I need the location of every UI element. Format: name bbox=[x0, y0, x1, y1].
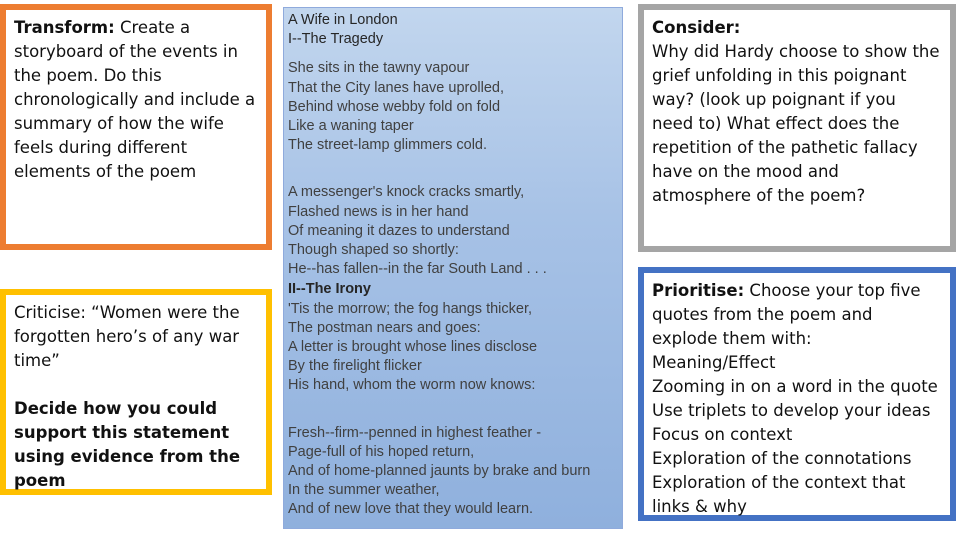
criticise-label: Criticise: bbox=[14, 303, 86, 322]
criticise-instruction: Decide how you could support this statement using evidence from the poem bbox=[14, 399, 241, 490]
consider-text: Why did Hardy choose to show the grief unfolding in this poignant way? (look up poignant if you need to) What effect does the repetition of the pathetic fallacy have on the mood and atmosphere of the poem? bbox=[652, 42, 940, 205]
poem-line: A messenger's knock cracks smartly, bbox=[288, 184, 525, 201]
stanza-2 bbox=[288, 183, 618, 279]
poem-line: His hand, whom the worm now knows: bbox=[288, 377, 536, 394]
transform-task-box bbox=[0, 4, 272, 250]
poem-part-1-heading: I--The Tragedy bbox=[288, 31, 384, 48]
poem-line: Flashed news is in her hand bbox=[288, 203, 469, 220]
stanza-4 bbox=[288, 424, 618, 520]
poem-part-2-heading: II--The Irony bbox=[288, 281, 371, 298]
consider-label: Consider: bbox=[652, 18, 741, 37]
prioritise-item: Meaning/Effect bbox=[652, 353, 776, 372]
poem-line: And of new love that they would learn. bbox=[288, 501, 534, 518]
prioritise-item: Focus on context bbox=[652, 425, 793, 444]
poem-line: By the firelight flicker bbox=[288, 358, 422, 375]
poem-line: Behind whose webby fold on fold bbox=[288, 98, 501, 115]
prioritise-item: Exploration of the connotations bbox=[652, 449, 912, 468]
criticise-quote: “Women were the forgotten hero’s of any war time” bbox=[14, 303, 240, 370]
poem-line: The street-lamp glimmers cold. bbox=[288, 137, 488, 154]
prioritise-item: Use triplets to develop your ideas bbox=[652, 401, 931, 420]
poem-line: Page-full of his hoped return, bbox=[288, 443, 475, 460]
prioritise-item: Exploration of the context that links & why bbox=[652, 473, 906, 516]
stanza-3 bbox=[288, 300, 618, 396]
poem-line: 'Tis the morrow; the fog hangs thicker, bbox=[288, 300, 533, 317]
transform-label: Transform: bbox=[14, 18, 115, 37]
criticise-task-box bbox=[0, 289, 272, 495]
poem-line: Like a waning taper bbox=[288, 118, 414, 135]
prioritise-label: Prioritise: bbox=[652, 281, 745, 300]
poem-line: She sits in the tawny vapour bbox=[288, 60, 470, 77]
prioritise-item: Zooming in on a word in the quote bbox=[652, 377, 938, 396]
prioritise-task-box bbox=[638, 267, 956, 521]
poem-line: A letter is brought whose lines disclose bbox=[288, 339, 538, 356]
stanza-1 bbox=[288, 59, 618, 155]
consider-task-box bbox=[638, 4, 956, 252]
prioritise-intro: Choose your top five quotes from the poem and explode them with: bbox=[652, 281, 921, 348]
transform-text: Create a storyboard of the events in the poem. Do this chronologically and include a summary of how the wife feels during different elements of the poem bbox=[14, 18, 256, 181]
poem-line: That the City lanes have uprolled, bbox=[288, 79, 505, 96]
poem-text-panel bbox=[283, 7, 623, 529]
poem-line: Of meaning it dazes to understand bbox=[288, 222, 510, 239]
poem-line: Though shaped so shortly: bbox=[288, 242, 459, 259]
poem-line: He--has fallen--in the far South Land . . . bbox=[288, 261, 547, 278]
poem-line: The postman nears and goes: bbox=[288, 319, 481, 336]
poem-line: Fresh--firm--penned in highest feather - bbox=[288, 424, 542, 441]
poem-title: A Wife in London bbox=[288, 12, 398, 28]
poem-line: And of home-planned jaunts by brake and burn bbox=[288, 463, 591, 480]
poem-line: In the summer weather, bbox=[288, 482, 440, 499]
